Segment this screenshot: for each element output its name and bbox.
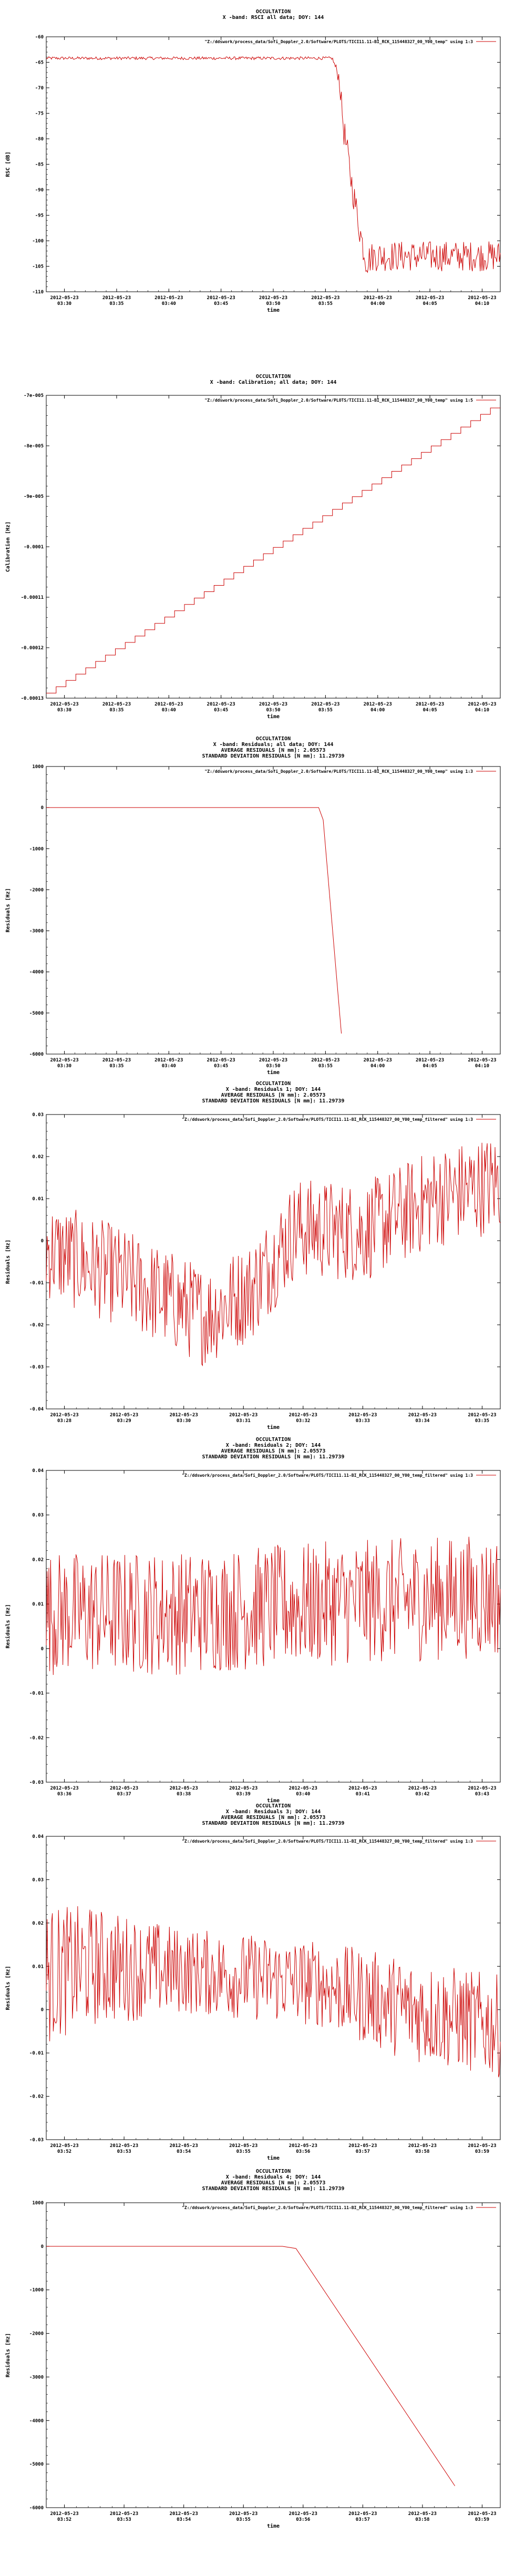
- chart-subtitle: AVERAGE RESIDUALS [N mm]: 2.05573: [221, 1092, 326, 1098]
- x-tick-date: 2012-05-23: [415, 295, 445, 301]
- plot-frame: [46, 395, 500, 698]
- x-tick-date: 2012-05-23: [259, 1058, 288, 1063]
- y-tick-label: -70: [35, 86, 44, 91]
- x-tick-time: 04:00: [370, 708, 385, 713]
- y-axis-label: Calibration [Hz]: [5, 521, 11, 573]
- y-tick-label: -100: [32, 239, 44, 244]
- chart-panel-2: [5, 374, 500, 720]
- x-tick-time: 03:34: [415, 1418, 430, 1424]
- x-tick-date: 2012-05-23: [50, 2143, 79, 2149]
- chart-subtitle: STANDARD DEVIATION RESIDUALS [N mm]: 11.29739: [202, 1821, 345, 1826]
- x-tick-time: 03:55: [236, 2517, 251, 2522]
- y-tick-label: -1000: [29, 846, 44, 852]
- x-tick-date: 2012-05-23: [363, 702, 392, 707]
- x-tick-time: 03:55: [318, 301, 333, 306]
- x-tick-time: 03:36: [57, 1792, 72, 1797]
- y-tick-label: -3000: [29, 2375, 44, 2380]
- y-tick-label: -4000: [29, 969, 44, 975]
- x-tick-time: 03:35: [109, 1064, 124, 1069]
- x-tick-date: 2012-05-23: [154, 702, 183, 707]
- plot-frame: [46, 2203, 500, 2508]
- x-tick-date: 2012-05-23: [207, 702, 235, 707]
- y-tick-label: 0.03: [32, 1112, 44, 1118]
- x-tick-time: 03:50: [266, 708, 281, 713]
- y-tick-label: -0.02: [29, 1323, 44, 1328]
- y-tick-label: 0: [40, 1646, 44, 1652]
- chart-title: OCCULTATION: [255, 1081, 291, 1087]
- x-tick-date: 2012-05-23: [50, 2511, 79, 2517]
- chart-subtitle: X -band: Calibration; all data; DOY: 144: [210, 380, 337, 385]
- x-tick-time: 03:31: [236, 1418, 251, 1424]
- chart-subtitle: X -band: Residuals; all data; DOY: 144: [213, 742, 334, 748]
- x-tick-date: 2012-05-23: [50, 1058, 79, 1063]
- x-tick-time: 04:00: [370, 1064, 385, 1069]
- x-tick-time: 03:56: [296, 2149, 311, 2154]
- x-tick-date: 2012-05-23: [348, 1413, 377, 1418]
- x-tick-time: 03:55: [318, 1064, 333, 1069]
- x-tick-time: 04:05: [423, 1064, 437, 1069]
- x-tick-time: 03:39: [236, 1792, 251, 1797]
- chart-panel-4: [5, 1081, 500, 1430]
- y-tick-label: -5000: [29, 1010, 44, 1016]
- chart-title: OCCULTATION: [255, 1803, 291, 1809]
- x-tick-date: 2012-05-23: [468, 1058, 497, 1063]
- y-tick-label: -2000: [29, 2331, 44, 2337]
- series-line-1: [46, 1906, 500, 2077]
- series-line-1: [46, 408, 500, 693]
- chart-subtitle: STANDARD DEVIATION RESIDUALS [N mm]: 11.29739: [202, 753, 345, 759]
- x-tick-time: 03:29: [117, 1418, 131, 1424]
- y-tick-label: -80: [35, 137, 44, 142]
- x-tick-date: 2012-05-23: [289, 2143, 317, 2149]
- plot-frame: [46, 1115, 500, 1409]
- chart-panel-5: [5, 1437, 500, 1804]
- x-tick-date: 2012-05-23: [207, 295, 235, 301]
- y-tick-label: -6000: [29, 1052, 44, 1057]
- chart-panel-3: [5, 736, 500, 1076]
- series-line-1: [46, 1143, 500, 1366]
- y-tick-label: 1000: [32, 764, 44, 770]
- x-tick-time: 04:10: [475, 708, 489, 713]
- x-tick-date: 2012-05-23: [311, 702, 340, 707]
- x-axis-label: time: [266, 1798, 280, 1804]
- x-axis-label: time: [266, 2523, 280, 2529]
- x-tick-time: 03:50: [266, 301, 281, 306]
- chart-title: OCCULTATION: [255, 1437, 291, 1443]
- y-tick-label: -105: [32, 264, 44, 270]
- x-tick-time: 03:45: [214, 301, 229, 306]
- y-tick-label: -0.03: [29, 1780, 44, 1785]
- x-tick-time: 03:38: [177, 1792, 191, 1797]
- legend-label: "Z:/ddswork/process_data/Sofi_Doppler_2.0/Software/PLOTS/TICI11.11-BI_RCK_115448327_00_Y00_temp" using 1:3: [204, 39, 473, 44]
- x-tick-time: 03:45: [214, 1064, 229, 1069]
- x-tick-date: 2012-05-23: [110, 1786, 139, 1791]
- x-tick-date: 2012-05-23: [50, 1413, 79, 1418]
- x-tick-time: 03:32: [296, 1418, 311, 1424]
- x-tick-time: 03:35: [109, 301, 124, 306]
- legend-label: "Z:/ddswork/process_data/Sofi_Doppler_2.0/Software/PLOTS/TICI11.11-BI_RCK_115448327_00_Y00_temp_filtered" using 1:3: [182, 1839, 473, 1844]
- series-line-1: [46, 57, 500, 272]
- y-tick-label: 0.01: [32, 1197, 44, 1202]
- chart-title: OCCULTATION: [255, 2169, 291, 2174]
- y-axis-label: Residuals [Hz]: [5, 1604, 11, 1649]
- x-tick-date: 2012-05-23: [468, 2511, 497, 2517]
- x-tick-date: 2012-05-23: [110, 2143, 139, 2149]
- x-tick-date: 2012-05-23: [468, 1413, 497, 1418]
- x-tick-date: 2012-05-23: [50, 1786, 79, 1791]
- x-axis-label: time: [266, 714, 280, 720]
- y-tick-label: -0.00011: [20, 595, 44, 600]
- x-tick-date: 2012-05-23: [154, 295, 183, 301]
- x-tick-time: 03:53: [117, 2517, 131, 2522]
- chart-panel-1: [5, 9, 500, 313]
- x-tick-time: 03:35: [475, 1418, 489, 1424]
- chart-subtitle: STANDARD DEVIATION RESIDUALS [N mm]: 11.29739: [202, 2186, 345, 2192]
- x-tick-date: 2012-05-23: [259, 295, 288, 301]
- x-tick-time: 03:50: [266, 1064, 281, 1069]
- x-tick-date: 2012-05-23: [229, 1786, 258, 1791]
- x-tick-time: 03:59: [475, 2149, 489, 2154]
- x-tick-date: 2012-05-23: [348, 2143, 377, 2149]
- x-tick-time: 03:33: [355, 1418, 370, 1424]
- x-tick-date: 2012-05-23: [229, 2511, 258, 2517]
- y-tick-label: 0.02: [32, 1154, 44, 1160]
- chart-subtitle: X -band: RSCI all data; DOY: 144: [222, 15, 324, 21]
- chart-subtitle: AVERAGE RESIDUALS [N mm]: 2.05573: [221, 1815, 326, 1821]
- x-tick-time: 04:10: [475, 1064, 489, 1069]
- x-tick-date: 2012-05-23: [229, 2143, 258, 2149]
- y-tick-label: -5000: [29, 2462, 44, 2468]
- x-tick-time: 03:37: [117, 1792, 131, 1797]
- x-tick-date: 2012-05-23: [468, 702, 497, 707]
- y-tick-label: -4000: [29, 2418, 44, 2424]
- chart-panel-7: [5, 2169, 500, 2529]
- x-tick-time: 03:53: [117, 2149, 131, 2154]
- x-tick-time: 03:40: [296, 1792, 311, 1797]
- x-tick-date: 2012-05-23: [348, 2511, 377, 2517]
- y-tick-label: -7e-005: [24, 393, 44, 398]
- plot-frame: [46, 1836, 500, 2140]
- x-tick-time: 03:55: [318, 708, 333, 713]
- y-tick-label: -0.00013: [20, 696, 44, 701]
- y-tick-label: 0.01: [32, 1964, 44, 1970]
- x-axis-label: time: [266, 1070, 280, 1076]
- y-tick-label: -90: [35, 188, 44, 193]
- chart-subtitle: AVERAGE RESIDUALS [N mm]: 2.05573: [221, 1448, 326, 1454]
- y-tick-label: -8e-005: [24, 444, 44, 449]
- x-tick-date: 2012-05-23: [169, 1786, 198, 1791]
- series-line-1: [46, 2246, 455, 2486]
- x-tick-date: 2012-05-23: [207, 1058, 235, 1063]
- chart-subtitle: AVERAGE RESIDUALS [N mm]: 2.05573: [221, 748, 326, 753]
- y-tick-label: -0.01: [29, 1691, 44, 1696]
- x-tick-time: 03:35: [109, 708, 124, 713]
- x-tick-time: 03:30: [57, 708, 72, 713]
- x-tick-date: 2012-05-23: [110, 1413, 139, 1418]
- chart-title: OCCULTATION: [255, 9, 291, 15]
- x-tick-time: 03:42: [415, 1792, 430, 1797]
- x-tick-date: 2012-05-23: [289, 1786, 317, 1791]
- y-axis-label: RSC [dB]: [5, 151, 11, 177]
- x-tick-date: 2012-05-23: [102, 295, 131, 301]
- y-tick-label: -0.03: [29, 2138, 44, 2143]
- y-tick-label: -95: [35, 213, 44, 219]
- y-tick-label: -1000: [29, 2287, 44, 2293]
- series-line-1: [46, 807, 342, 1034]
- x-axis-label: time: [266, 308, 280, 313]
- y-tick-label: 0.02: [32, 1557, 44, 1563]
- x-tick-time: 03:30: [57, 1064, 72, 1069]
- y-tick-label: -0.03: [29, 1365, 44, 1370]
- x-tick-date: 2012-05-23: [408, 2143, 437, 2149]
- chart-subtitle: X -band: Residuals 2; DOY: 144: [225, 1443, 321, 1448]
- y-tick-label: -60: [35, 35, 44, 40]
- y-tick-label: -0.0001: [24, 545, 44, 550]
- x-tick-time: 03:54: [177, 2149, 191, 2154]
- y-tick-label: 0.04: [32, 1834, 44, 1839]
- y-tick-label: -65: [35, 60, 44, 66]
- chart-title: OCCULTATION: [255, 736, 291, 742]
- x-tick-time: 03:40: [161, 1064, 176, 1069]
- x-tick-time: 03:57: [355, 2517, 370, 2522]
- x-tick-date: 2012-05-23: [50, 702, 79, 707]
- x-tick-date: 2012-05-23: [154, 1058, 183, 1063]
- x-tick-date: 2012-05-23: [169, 1413, 198, 1418]
- y-tick-label: -0.02: [29, 2094, 44, 2100]
- y-tick-label: 0: [40, 1239, 44, 1244]
- x-tick-time: 04:10: [475, 301, 489, 306]
- x-tick-date: 2012-05-23: [408, 1413, 437, 1418]
- x-tick-date: 2012-05-23: [408, 1786, 437, 1791]
- y-tick-label: -110: [32, 290, 44, 295]
- y-tick-label: -0.01: [29, 2051, 44, 2057]
- x-tick-date: 2012-05-23: [102, 1058, 131, 1063]
- x-tick-date: 2012-05-23: [415, 702, 445, 707]
- y-tick-label: -9e-005: [24, 494, 44, 499]
- x-tick-date: 2012-05-23: [169, 2143, 198, 2149]
- x-tick-date: 2012-05-23: [415, 1058, 445, 1063]
- x-tick-time: 03:55: [236, 2149, 251, 2154]
- chart-subtitle: STANDARD DEVIATION RESIDUALS [N mm]: 11.29739: [202, 1454, 345, 1460]
- x-tick-time: 03:58: [415, 2149, 430, 2154]
- y-tick-label: 0.04: [32, 1468, 44, 1474]
- x-tick-time: 03:54: [177, 2517, 191, 2522]
- chart-subtitle: STANDARD DEVIATION RESIDUALS [N mm]: 11.29739: [202, 1098, 345, 1104]
- chart-title: OCCULTATION: [255, 374, 291, 380]
- y-axis-label: Residuals [Hz]: [5, 1239, 11, 1284]
- y-tick-label: 0: [40, 2007, 44, 2013]
- y-tick-label: -85: [35, 162, 44, 168]
- x-tick-time: 03:30: [57, 301, 72, 306]
- x-tick-date: 2012-05-23: [363, 1058, 392, 1063]
- y-tick-label: -0.00012: [20, 646, 44, 651]
- x-tick-date: 2012-05-23: [348, 1786, 377, 1791]
- legend-label: "Z:/ddswork/process_data/Sofi_Doppler_2.0/Software/PLOTS/TICI11.11-BI_RCK_115448327_00_Y00_temp" using 1:5: [204, 398, 473, 403]
- x-tick-time: 03:59: [475, 2517, 489, 2522]
- x-tick-time: 04:00: [370, 301, 385, 306]
- x-tick-time: 04:05: [423, 708, 437, 713]
- x-tick-date: 2012-05-23: [229, 1413, 258, 1418]
- x-tick-date: 2012-05-23: [311, 295, 340, 301]
- x-tick-time: 03:58: [415, 2517, 430, 2522]
- x-tick-date: 2012-05-23: [289, 2511, 317, 2517]
- y-tick-label: -0.01: [29, 1281, 44, 1286]
- x-tick-date: 2012-05-23: [110, 2511, 139, 2517]
- chart-subtitle: AVERAGE RESIDUALS [N mm]: 2.05573: [221, 2180, 326, 2186]
- x-tick-time: 03:57: [355, 2149, 370, 2154]
- y-axis-label: Residuals [Hz]: [5, 2333, 11, 2378]
- x-tick-date: 2012-05-23: [289, 1413, 317, 1418]
- plot-frame: [46, 766, 500, 1054]
- x-tick-time: 04:05: [423, 301, 437, 306]
- x-tick-time: 03:45: [214, 708, 229, 713]
- y-tick-label: 1000: [32, 2201, 44, 2206]
- x-tick-date: 2012-05-23: [102, 702, 131, 707]
- x-axis-label: time: [266, 1425, 280, 1430]
- y-tick-label: 0: [40, 2244, 44, 2250]
- y-tick-label: -3000: [29, 928, 44, 934]
- y-tick-label: 0.03: [32, 1877, 44, 1883]
- y-tick-label: -6000: [29, 2506, 44, 2511]
- x-tick-time: 03:30: [177, 1418, 191, 1424]
- y-tick-label: -0.02: [29, 1735, 44, 1741]
- x-tick-time: 03:52: [57, 2517, 72, 2522]
- x-tick-date: 2012-05-23: [363, 295, 392, 301]
- y-tick-label: 0.01: [32, 1602, 44, 1608]
- legend-label: "Z:/ddswork/process_data/Sofi_Doppler_2.0/Software/PLOTS/TICI11.11-BI_RCK_115448327_00_Y00_temp" using 1:3: [204, 769, 473, 774]
- y-tick-label: 0: [40, 805, 44, 811]
- legend-label: "Z:/ddswork/process_data/Sofi_Doppler_2.0/Software/PLOTS/TICI11.11-BI_RCK_115448327_00_Y00_temp_filtered" using 1:3: [182, 1117, 473, 1122]
- y-axis-label: Residuals [Hz]: [5, 1966, 11, 2010]
- y-tick-label: 0.02: [32, 1920, 44, 1926]
- y-axis-label: Residuals [Hz]: [5, 888, 11, 933]
- y-tick-label: -2000: [29, 887, 44, 893]
- chart-subtitle: X -band: Residuals 4; DOY: 144: [225, 2174, 321, 2180]
- x-tick-time: 03:40: [161, 301, 176, 306]
- x-tick-date: 2012-05-23: [468, 2143, 497, 2149]
- x-tick-time: 03:56: [296, 2517, 311, 2522]
- x-tick-date: 2012-05-23: [169, 2511, 198, 2517]
- x-tick-time: 03:41: [355, 1792, 370, 1797]
- x-tick-time: 03:43: [475, 1792, 489, 1797]
- x-tick-date: 2012-05-23: [468, 295, 497, 301]
- x-tick-time: 03:40: [161, 708, 176, 713]
- chart-subtitle: X -band: Residuals 3; DOY: 144: [225, 1809, 321, 1815]
- y-tick-label: -0.04: [29, 1407, 44, 1412]
- x-tick-time: 03:52: [57, 2149, 72, 2154]
- x-tick-date: 2012-05-23: [259, 702, 288, 707]
- x-axis-label: time: [266, 2155, 280, 2161]
- y-tick-label: -75: [35, 111, 44, 117]
- chart-panel-6: [5, 1803, 500, 2161]
- legend-label: "Z:/ddswork/process_data/Sofi_Doppler_2.0/Software/PLOTS/TICI11.11-BI_RCK_115448327_00_Y00_temp_filtered" using 1:3: [182, 1473, 473, 1478]
- series-line-1: [46, 1537, 500, 1675]
- x-tick-date: 2012-05-23: [311, 1058, 340, 1063]
- x-tick-date: 2012-05-23: [50, 295, 79, 301]
- x-tick-time: 03:28: [57, 1418, 72, 1424]
- chart-subtitle: X -band: Residuals 1; DOY: 144: [225, 1087, 321, 1092]
- x-tick-date: 2012-05-23: [468, 1786, 497, 1791]
- legend-label: "Z:/ddswork/process_data/Sofi_Doppler_2.0/Software/PLOTS/TICI11.11-BI_RCK_115448327_00_Y00_temp_filtered" using 1:3: [182, 2205, 473, 2210]
- y-tick-label: 0.03: [32, 1512, 44, 1518]
- x-tick-date: 2012-05-23: [408, 2511, 437, 2517]
